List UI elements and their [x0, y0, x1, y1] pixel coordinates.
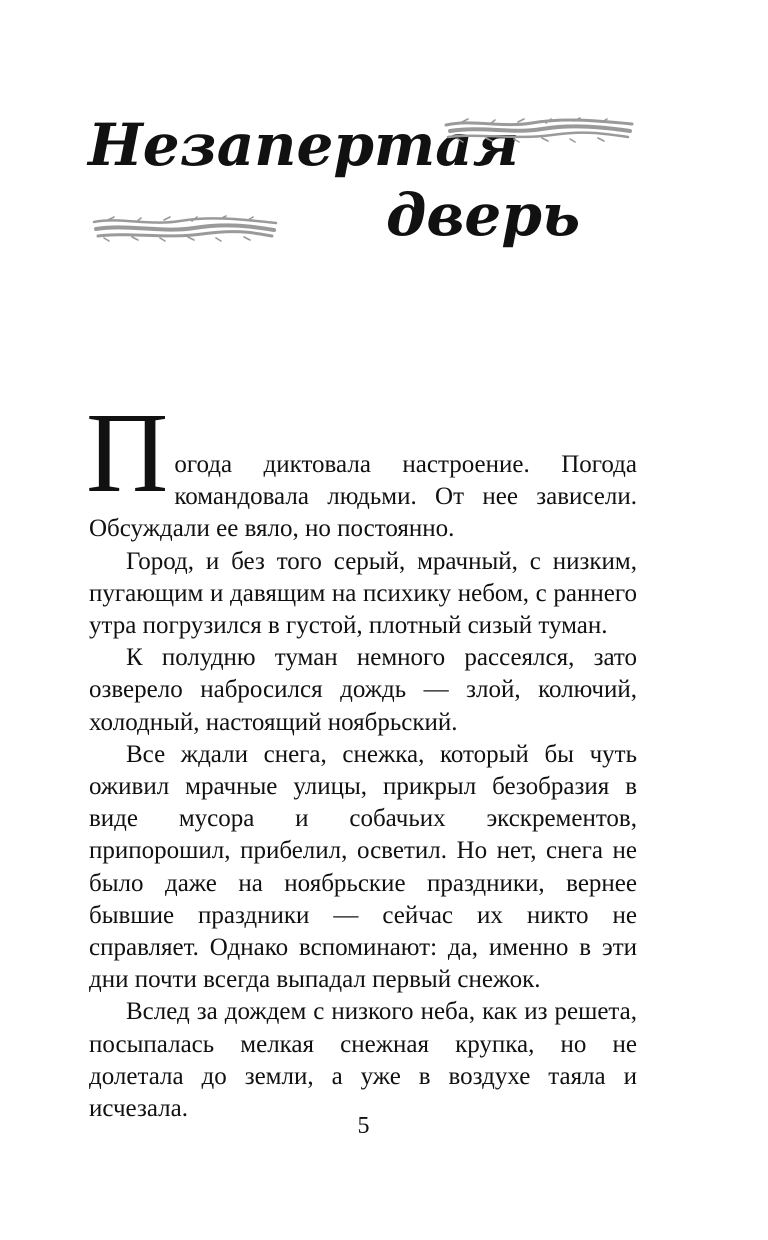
drop-cap-letter: П [86, 389, 169, 516]
paragraph-3: К полудню туман немного рассеялся, зато озверело набросился дождь — злой, колючий, холодный, настоящий ноябрьский. [89, 644, 637, 736]
chapter-title-line-2: дверь [386, 181, 581, 249]
chapter-body-text [86, 389, 637, 1125]
ornament-bottom-icon [90, 214, 280, 244]
ornament-top-icon [442, 116, 636, 144]
paragraph-5: Вслед за дождем с низкого неба, как из решета, посыпалась мелкая снежная крупка, но не долетала до земли, а уже в воздухе таяла и исчезала. [89, 998, 637, 1123]
page-number: 5 [357, 1113, 370, 1139]
chapter-title-line-1: Незапертая [88, 111, 520, 179]
paragraph-1-text: огода диктовала настроение. Погода командовала людьми. От нее зависели. Обсуждали ее вяло, но постоянно. [89, 451, 637, 543]
paragraph-4: Все ждали снега, снежка, который бы чуть оживил мрачные улицы, прикрыл безобразия в виде мусора и собачьих экскрементов, припорошил, прибелил, осветил. Но нет, снега не было даже на ноябрьские праздники, вернее бывшие праздники — сейчас их никто не справляет. Однако вспоминают: да, именно в эти дни почти всегда выпадал первый снежок. [89, 740, 637, 994]
paragraph-2: Город, и без того серый, мрачный, с низким, пугающим и давящим на психику небом, с раннего утра погрузился в густой, плотный сизый туман. [89, 547, 637, 640]
paragraph-1 [86, 389, 637, 546]
